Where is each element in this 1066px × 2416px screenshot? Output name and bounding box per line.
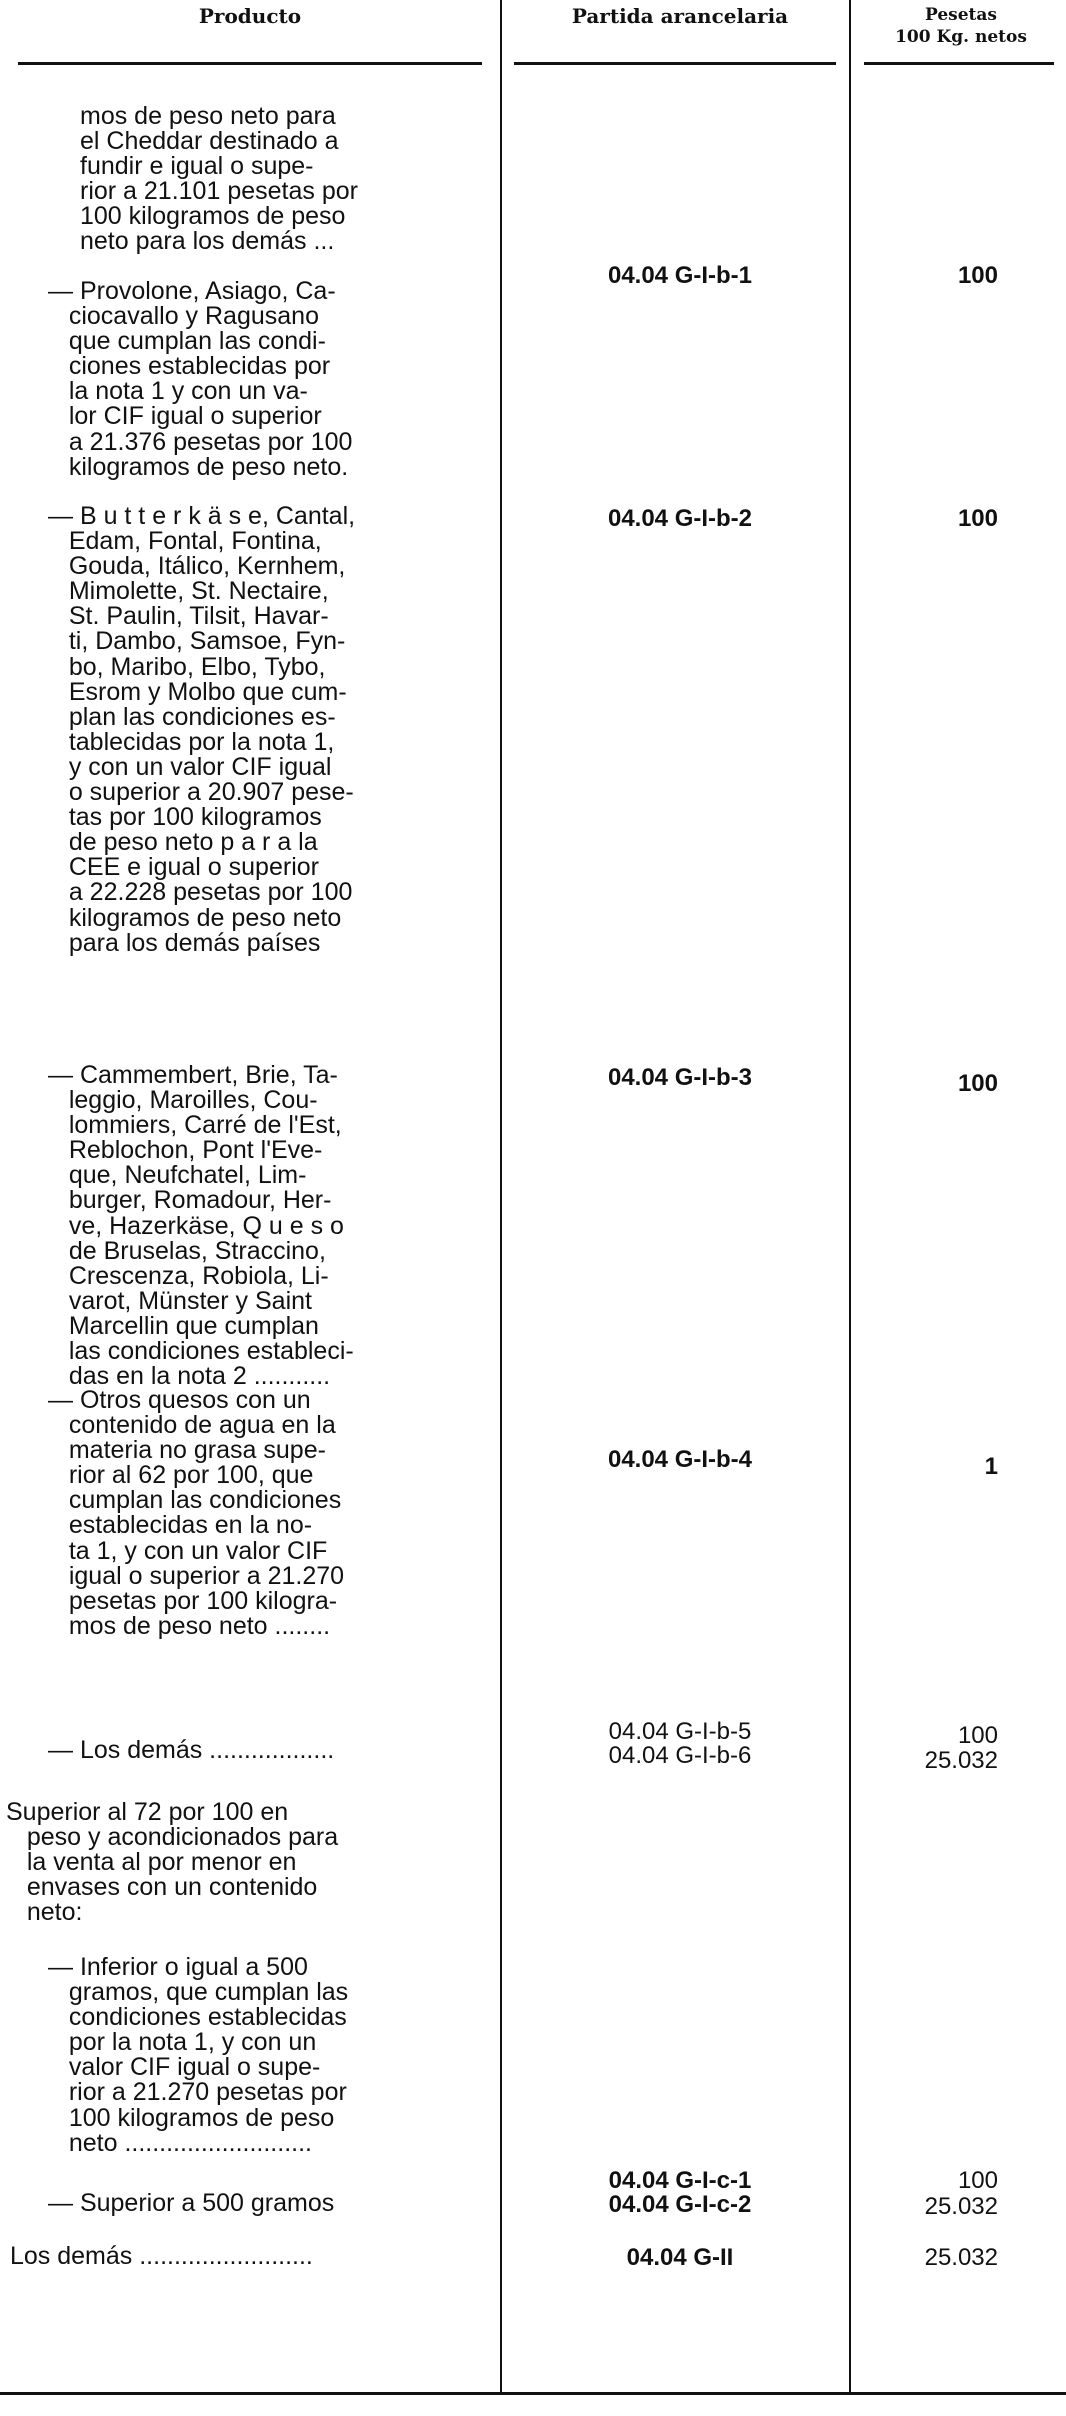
bottom-rule: [0, 2392, 1066, 2395]
entry-pesetas-value: 25.032: [924, 1747, 998, 1774]
entry-partida-code: 04.04 G-I-b-2: [607, 505, 753, 532]
entry-description: Superior al 72 por 100 en peso y acondicionados para la venta al por menor en envases con un contenido neto:: [6, 1798, 339, 1927]
column-divider-right: [849, 0, 851, 2395]
entry-partida-code: 04.04 G-I-b-6: [608, 1742, 752, 1769]
entry-pesetas-value: 1: [984, 1453, 998, 1480]
entry-partida-code: 04.04 G-I-b-5: [608, 1718, 752, 1745]
header-rule-partida: [514, 62, 836, 65]
entry-partida-code: 04.04 G-I-b-4: [607, 1446, 753, 1473]
entry-pesetas-value: 100: [957, 1722, 998, 1749]
header-rule-pesetas: [864, 62, 1054, 65]
entry-pesetas-value: 100: [957, 2167, 998, 2194]
entry-description: Los demás .........................: [10, 2242, 313, 2270]
entry-description: — Cammembert, Brie, Ta- leggio, Maroilles, Cou- lommiers, Carré de l'Est, Reblochon, Pont l'Eve- que, Neufchatel, Lim- burger, Romadour, Her- ve, Hazerkäse, Q u e s o de Bruselas, Straccino, Crescenza, Robiola, Li- varot, Münster y Saint Marcellin que cumplan las condiciones estableci- das en la nota 2 ...........: [48, 1061, 354, 1391]
entry-pesetas-value: 100: [957, 262, 998, 289]
header-pesetas: [856, 4, 1066, 48]
entry-partida-code: 04.04 G-I-c-2: [608, 2191, 752, 2218]
entry-description: — Otros quesos con un contenido de agua en la materia no grasa supe- rior al 62 por 100, que cumplan las condiciones establecidas en la no- ta 1, y con un valor CIF igual o superior a 21.270 pesetas por 100 kilogra- mos de peso neto ........: [48, 1386, 345, 1640]
header-pesetas-line2: 100 Kg. netos: [895, 27, 1027, 47]
entry-description: — Los demás ..................: [48, 1736, 335, 1764]
entry-pesetas-value: 25.032: [924, 2193, 998, 2220]
entry-description: — Inferior o igual a 500 gramos, que cumplan las condiciones establecidas por la nota 1, y con un valor CIF igual o supe- rior a 21.270 pesetas por 100 kilogramos de peso neto ...........................: [48, 1953, 349, 2157]
entry-pesetas-value: 100: [957, 505, 998, 532]
entry-partida-code: 04.04 G-I-b-3: [607, 1064, 753, 1091]
entry-description: — B u t t e r k ä s e, Cantal, Edam, Fontal, Fontina, Gouda, Itálico, Kernhem, Mimolette, St. Nectaire, St. Paulin, Tilsit, Havar- ti, Dambo, Samsoe, Fyn- bo, Maribo, Elbo, Tybo, Esrom y Molbo que cum- plan las condiciones es- tablecidas por la nota 1, y con un valor CIF igual o superior a 20.907 pese- tas por 100 kilogramos de peso neto p a r a la CEE e igual o superior a 22.228 pesetas por 100 kilogramos de peso neto para los demás países: [48, 502, 356, 957]
entry-description: — Superior a 500 gramos: [48, 2189, 335, 2217]
header-producto: Producto: [198, 4, 302, 28]
header-partida-arancelaria: Partida arancelaria: [571, 4, 789, 28]
entry-description: mos de peso neto para el Cheddar destinado a fundir e igual o supe- rior a 21.101 pesetas por 100 kilogramos de peso neto para los demás ...: [80, 102, 358, 256]
entry-partida-code: 04.04 G-II: [626, 2244, 734, 2271]
entry-partida-code: 04.04 G-I-c-1: [608, 2167, 752, 2194]
header-pesetas-line1: Pesetas: [925, 5, 997, 25]
header-rule-producto: [18, 62, 482, 65]
entry-partida-code: 04.04 G-I-b-1: [607, 262, 753, 289]
entry-pesetas-value: 25.032: [924, 2244, 998, 2271]
entry-description: — Provolone, Asiago, Ca- ciocavallo y Ragusano que cumplan las condi- ciones establecidas por la nota 1 y con un va- lor CIF igual o superior a 21.376 pesetas por 100 kilogramos de peso neto.: [48, 277, 353, 481]
column-divider-left: [500, 0, 502, 2395]
entry-pesetas-value: 100: [957, 1070, 998, 1097]
